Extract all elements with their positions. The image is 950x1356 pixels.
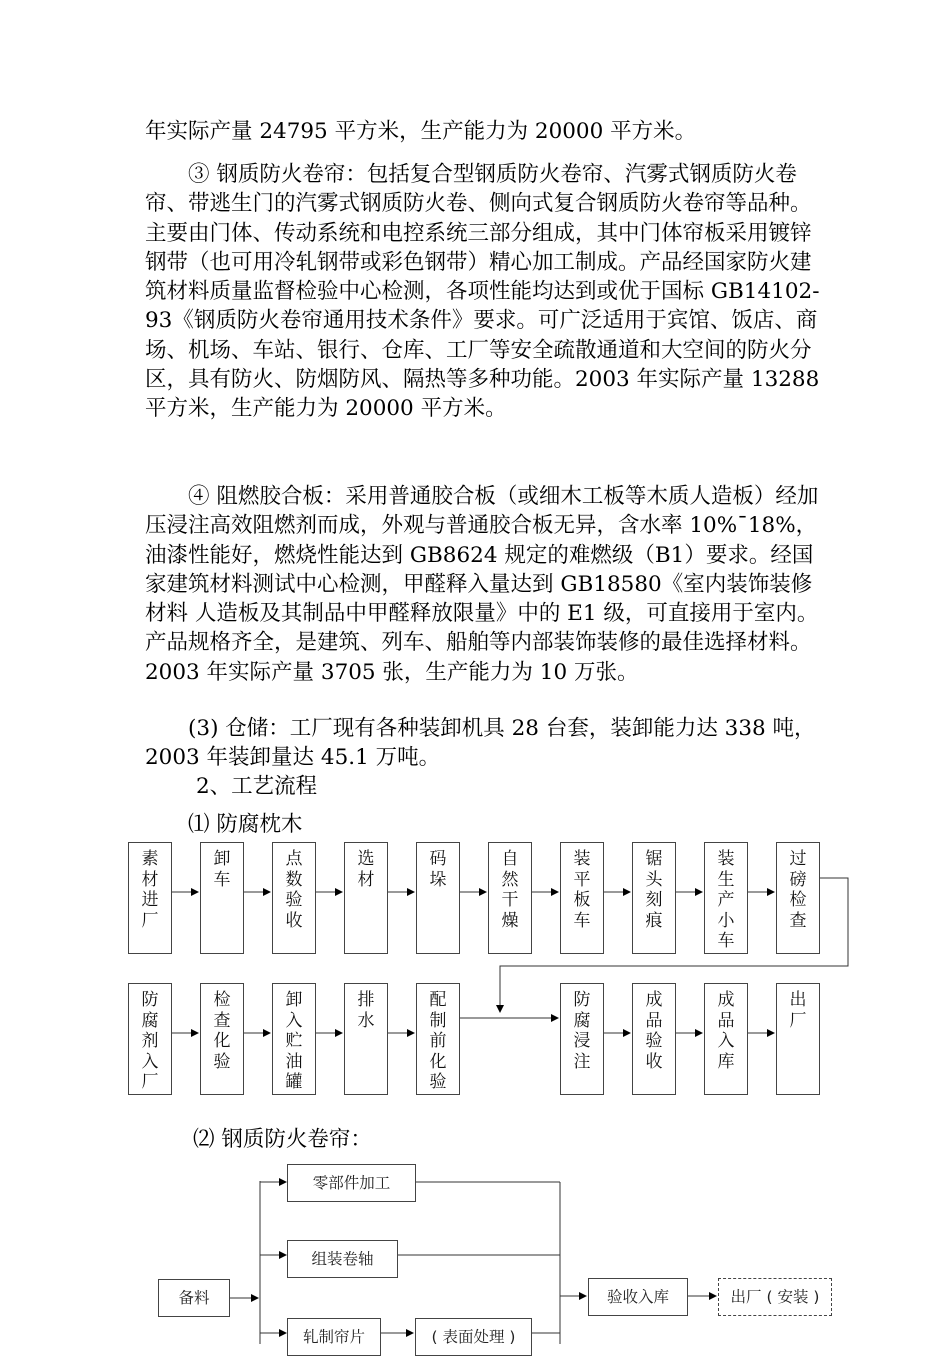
step-preservative-in: 防腐剂入厂 [128, 983, 172, 1095]
step-select-material: 选材 [344, 842, 388, 954]
step-weigh-check: 过磅检查 [776, 842, 820, 954]
paragraph-steel-fire-shutter: ③ 钢质防火卷帘：包括复合型钢质防火卷帘、汽雾式钢质防火卷帘、带逃生门的汽雾式钢质防火卷、侧向式复合钢质防火卷帘等品种。主要由门体、传动系统和电控系统三部分组成，其中门体帘板采用镀锌钢带（也可用冷轧钢带或彩色钢带）精心加工制成。产品经国家防火建筑材料质量监督检验中心检测，各项性能均达到或优于国标 GB14102-93《钢质防火卷帘通用技术条件》要求。可广泛适用于宾馆、饭店、商场、机场、车站、银行、仓库、工厂等安全疏散通道和大空间的防火分区，具有防火、防烟防风、隔热等多种功能。2003 年实际产量 13288 平方米，生产能力为 20000 平方米。 [145, 162, 827, 422]
step-pre-mix-test: 配制前化验 [416, 983, 460, 1095]
step-assemble-axle: 组装卷轴 [287, 1240, 398, 1278]
heading-steel-fire-shutter: ⑵ 钢质防火卷帘： [193, 1127, 372, 1152]
step-drain: 排水 [344, 983, 388, 1095]
paragraph-production-summary: 年实际产量 24795 平方米，生产能力为 20000 平方米。 [145, 119, 697, 144]
heading-anticorrosive-sleeper: ⑴ 防腐枕木 [188, 812, 303, 837]
step-saw-notch: 锯头刻痕 [632, 842, 676, 954]
step-raw-material-in: 素材进厂 [128, 842, 172, 954]
step-ship-out: 出厂 [776, 983, 820, 1095]
step-unload: 卸车 [200, 842, 244, 954]
step-product-check: 成品验收 [632, 983, 676, 1095]
paragraph-flame-retardant-plywood: ④ 阻燃胶合板：采用普通胶合板（或细木工板等木质人造板）经加压浸注高效阻燃剂而成，外观与普通胶合板无异，含水率 10%¯18%，油漆性能好，燃烧性能达到 GB8624 规定的难燃级（B1）要求。经国家建筑材料测试中心检测，甲醛释入量达到 GB18580《室内装饰装修材料 人造板及其制品中甲醛释放限量》中的 E1 级，可直接用于室内。产品规格齐全，是建筑、列车、船舶等内部装饰装修的最佳选择材料。2003 年实际产量 3705 张，生产能力为 10 万张。 [145, 484, 819, 685]
step-count-check: 点数验收 [272, 842, 316, 954]
step-load-cart: 装生产小车 [704, 842, 748, 954]
step-ship-install: 出厂 ( 安装 ) [718, 1278, 832, 1316]
step-inspect-test: 检查化验 [200, 983, 244, 1095]
step-impregnation: 防腐浸注 [560, 983, 604, 1095]
step-surface-treatment: ( 表面处理 ) [415, 1318, 532, 1356]
step-unload-tank: 卸入贮油罐 [272, 983, 316, 1095]
step-warehouse: 成品入库 [704, 983, 748, 1095]
step-inspect-store: 验收入库 [588, 1278, 688, 1316]
paragraph-storage: (3) 仓储：工厂现有各种装卸机具 28 台套，装卸能力达 338 吨，2003 年装卸量达 45.1 万吨。 [145, 716, 816, 771]
step-natural-drying: 自然干燥 [488, 842, 532, 954]
step-parts-processing: 零部件加工 [287, 1164, 416, 1202]
step-roll-slats: 轧制帘片 [287, 1318, 381, 1356]
step-stacking: 码垛 [416, 842, 460, 954]
step-prepare-material: 备料 [158, 1279, 230, 1317]
heading-process-flow: 2、工艺流程 [196, 774, 318, 799]
step-load-flatcar: 装平板车 [560, 842, 604, 954]
